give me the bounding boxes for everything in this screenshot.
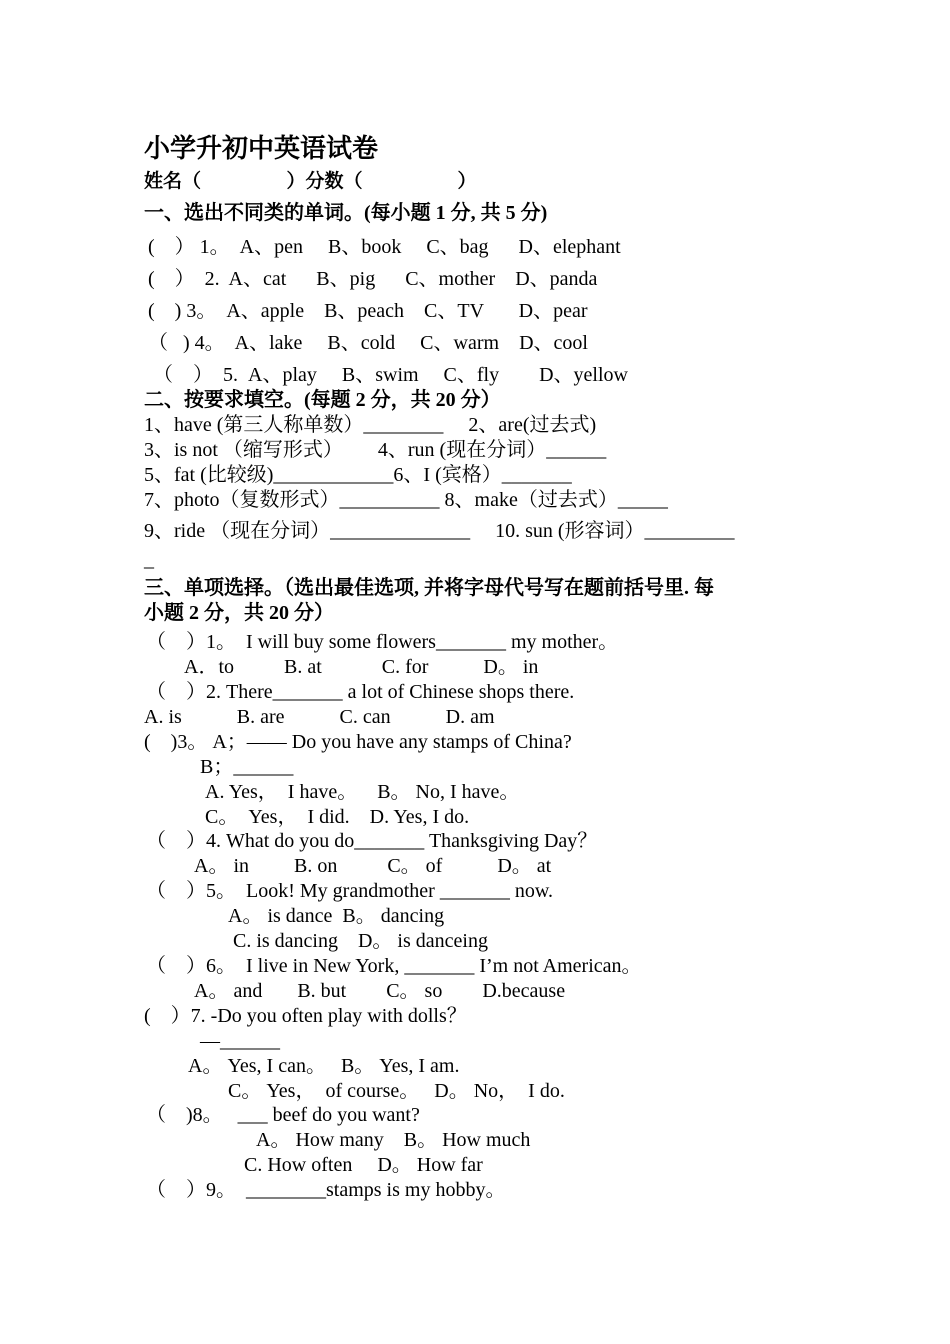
question-line: ( )3。 A；—— Do you have any stamps of China?	[144, 731, 572, 753]
section1-item: ( ） 2. A、cat B、pig C、mother D、panda	[148, 268, 598, 290]
section3-heading: 三、单项选择。（选出最佳选项, 并将字母代号写在题前括号里. 每	[144, 577, 714, 599]
option-line: A。 Yes, I can。 B。 Yes, I am.	[188, 1055, 460, 1077]
section2-item: 3、is not （缩写形式） 4、run (现在分词）______	[144, 439, 607, 461]
section2-item: 5、fat (比较级)____________6、I (宾格）_______	[144, 464, 572, 486]
question-line: （ ）2. There_______ a lot of Chinese shops there.	[146, 681, 575, 703]
section2-item: 7、photo（复数形式）__________ 8、make（过去式）_____	[144, 489, 668, 511]
section2-heading: 二、按要求填空。(每题 2 分，共 20 分）	[144, 389, 501, 411]
option-line: C. is dancing D。 is danceing	[233, 930, 488, 952]
section1-item: （ ） 5. A、play B、swim C、fly D、yellow	[148, 364, 628, 386]
option-line: C。 Yes， I did. D. Yes, I do.	[205, 806, 470, 828]
question-line: （ ）6。 I live in New York, _______ I’m not American。	[146, 955, 642, 977]
option-line: A。 in B. on C。 of D。 at	[194, 855, 552, 877]
question-line: （ ）5。 Look! My grandmother _______ now.	[146, 880, 553, 902]
section1-heading: 一、选出不同类的单词。(每小题 1 分, 共 5 分)	[144, 202, 548, 224]
question-line: （ )8。 ___ beef do you want?	[146, 1104, 420, 1126]
option-line: A．to B. at C. for D。 in	[184, 656, 539, 678]
section2-item: _	[144, 549, 154, 571]
option-line: —______	[200, 1030, 280, 1052]
question-line: （ ）9。 ________stamps is my hobby。	[146, 1179, 506, 1201]
exam-title: 小学升初中英语试卷	[144, 134, 379, 163]
name-score-line: 姓名（ ）分数（ ）	[144, 171, 477, 192]
question-line: ( ）7. -Do you often play with dolls？	[144, 1005, 467, 1027]
section2-item: 1、have (第三人称单数）________ 2、are(过去式)	[144, 414, 597, 436]
question-line: （ ）4. What do you do_______ Thanksgiving Day？	[146, 830, 598, 852]
option-line: C。 Yes， of course。 D。 No， I do.	[228, 1080, 565, 1102]
option-line: A. Yes， I have。 B。 No, I have。	[205, 781, 520, 803]
section3-heading-cont: 小题 2 分，共 20 分）	[144, 602, 334, 624]
section2-item: 9、ride （现在分词）______________ 10. sun (形容词）_________	[144, 520, 735, 542]
option-line: A。 is dance B。 dancing	[228, 905, 445, 927]
section1-item: （ ) 4。 A、lake B、cold C、warm D、cool	[148, 332, 588, 354]
option-line: A。 and B. but C。 so D.because	[194, 980, 566, 1002]
option-line: C. How often D。 How far	[244, 1154, 483, 1176]
section1-item: ( ） 1。 A、pen B、book C、bag D、elephant	[148, 236, 621, 258]
option-line: A。 How many B。 How much	[256, 1129, 531, 1151]
section1-item: ( ) 3。 A、apple B、peach C、TV D、pear	[148, 300, 588, 322]
option-line: B；______	[200, 756, 294, 778]
question-line: （ ）1。 I will buy some flowers_______ my mother。	[146, 631, 619, 653]
option-line: A. is B. are C. can D. am	[144, 706, 495, 728]
